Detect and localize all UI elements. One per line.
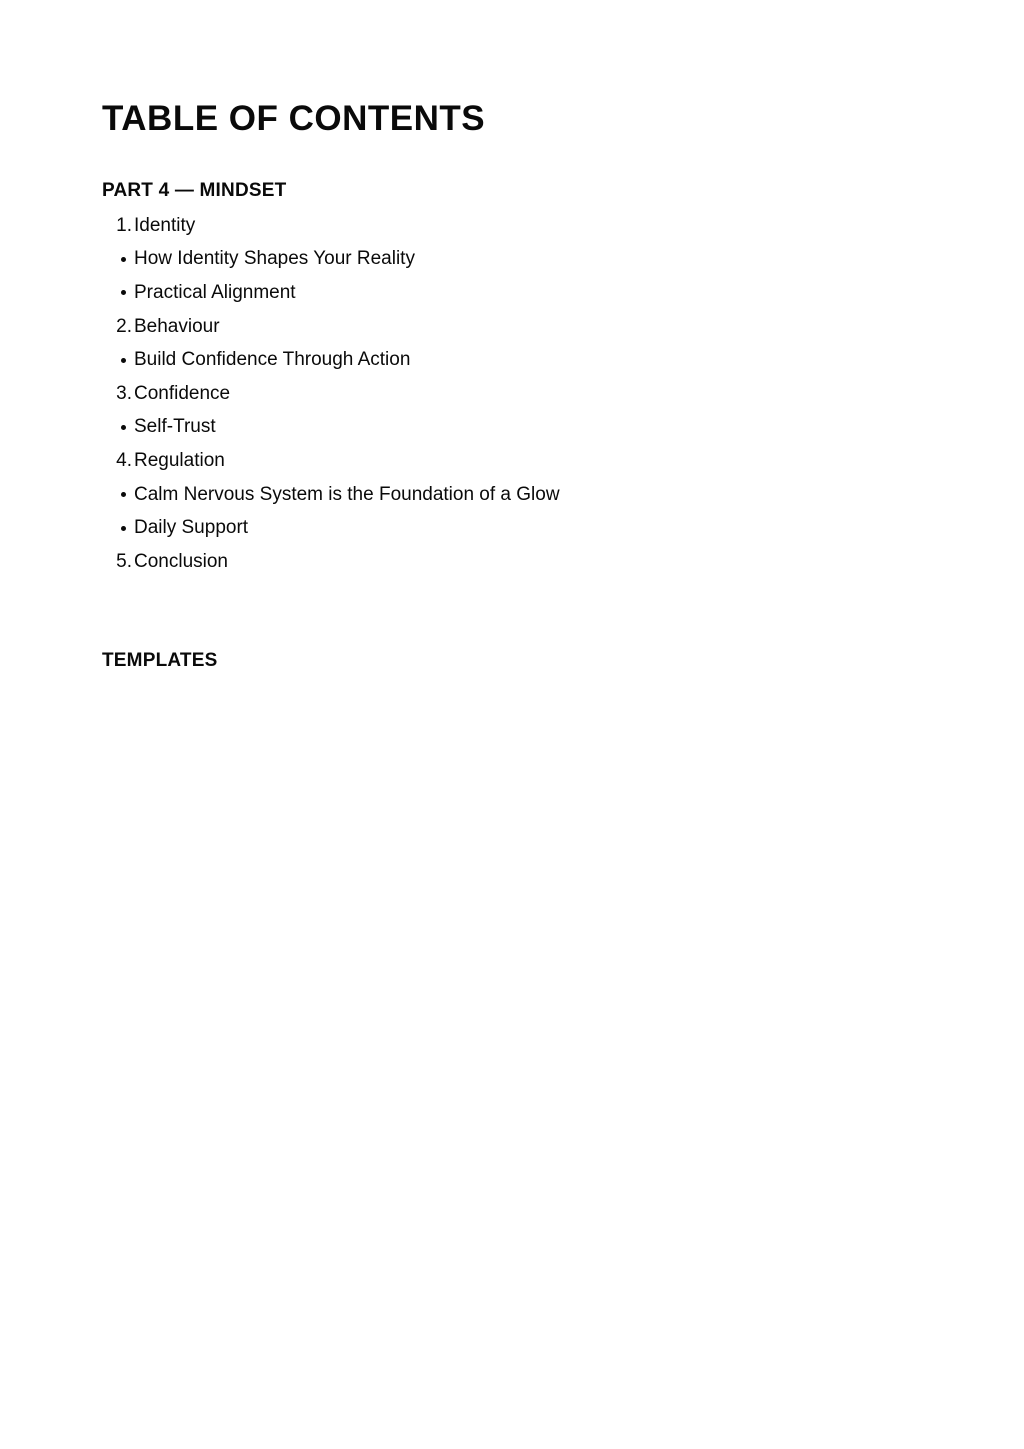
subentry-label: Self-Trust — [134, 416, 216, 438]
entry-label: Identity — [134, 214, 196, 236]
toc-entry[interactable] — [102, 545, 560, 579]
toc-list — [102, 209, 560, 579]
toc-subentry[interactable] — [102, 276, 560, 310]
entry-label: Behaviour — [134, 315, 220, 337]
subentry-label: Practical Alignment — [134, 281, 296, 303]
toc-entry[interactable] — [102, 310, 560, 344]
bullet-icon — [102, 248, 134, 270]
entry-number: 1. — [116, 214, 132, 236]
toc-subentry[interactable] — [102, 243, 560, 277]
entry-number: 4. — [116, 449, 132, 471]
entry-number: 5. — [116, 550, 132, 572]
subentry-label: How Identity Shapes Your Reality — [134, 248, 415, 270]
subentry-label: Build Confidence Through Action — [134, 349, 411, 371]
toc-subentry[interactable] — [102, 478, 560, 512]
templates-heading: TEMPLATES — [102, 650, 218, 671]
entry-number: 2. — [116, 315, 132, 337]
bullet-icon — [102, 282, 134, 304]
toc-subentry[interactable] — [102, 411, 560, 445]
toc-subentry[interactable] — [102, 343, 560, 377]
toc-entry[interactable] — [102, 377, 560, 411]
toc-entry[interactable] — [102, 444, 560, 478]
page-title: TABLE OF CONTENTS — [102, 99, 486, 138]
bullet-icon — [102, 517, 134, 539]
subentry-label: Calm Nervous System is the Foundation of a Glow — [134, 483, 560, 505]
entry-label: Regulation — [134, 449, 225, 471]
entry-label: Conclusion — [134, 550, 228, 572]
part-heading: PART 4 — MINDSET — [102, 180, 287, 201]
bullet-icon — [102, 349, 134, 371]
toc-subentry[interactable] — [102, 511, 560, 545]
entry-label: Confidence — [134, 382, 231, 404]
bullet-icon — [102, 416, 134, 438]
toc-entry[interactable] — [102, 209, 560, 243]
subentry-label: Daily Support — [134, 517, 249, 539]
bullet-icon — [102, 484, 134, 506]
entry-number: 3. — [116, 382, 132, 404]
